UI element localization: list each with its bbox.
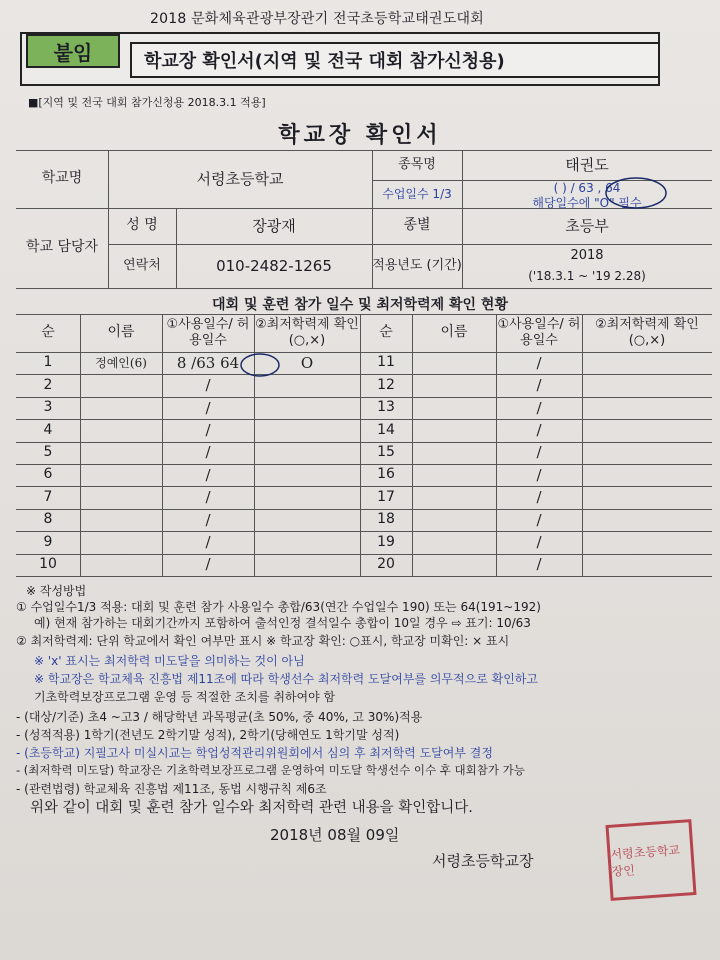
hand-circle-mark (237, 352, 283, 380)
table-cell-no: 15 (377, 444, 395, 461)
table-cell-academic (254, 442, 360, 464)
table-cell-no: 13 (377, 399, 395, 416)
table-cell-no: 19 (377, 533, 395, 550)
year-label: 적용년도 (기간) (372, 257, 462, 273)
table-cell-days: / (536, 421, 542, 439)
table-title: 대회 및 훈련 참가 일수 및 최저학력제 확인 현황 (212, 297, 508, 313)
table-cell-academic: O (300, 353, 314, 372)
table-cell-days: / (536, 465, 542, 484)
table-cell-name (412, 352, 496, 374)
table-cell-name (80, 374, 162, 396)
table-cell-academic (582, 464, 712, 486)
table-cell-name (412, 397, 496, 419)
note-1-example: 예) 현재 참가하는 대회기간까지 포함하여 출석인정 결석일수 총합이 10일 경우 ⇨ 표기: 10/63 (34, 616, 531, 630)
table-cell-days: / (536, 488, 542, 507)
table-cell-name (80, 554, 162, 576)
table-cell-name (80, 486, 162, 508)
table-cell-no: 4 (43, 421, 53, 438)
table-cell-academic (254, 486, 360, 508)
table-cell-days: / (536, 443, 542, 462)
table-cell-days: / (205, 533, 211, 551)
table-cell-academic (582, 442, 712, 464)
table-cell-academic (582, 419, 712, 441)
school-name-label: 학교명 (41, 170, 83, 187)
table-cell-no: 1 (43, 354, 53, 371)
table-cell-name (80, 442, 162, 464)
table-cell-days: / (205, 465, 211, 484)
table-cell-academic (582, 554, 712, 576)
note-2b: ※ 학교장은 학교체육 진흥법 제11조에 따라 학생선수 최저학력 도달여부를 의무적으로 확인하고 (34, 672, 538, 686)
table-cell-no: 7 (43, 488, 53, 505)
table-cell-days: / (205, 488, 211, 507)
header-name-right: 이름 (440, 324, 468, 341)
confirmation-text: 위와 같이 대회 및 훈련 참가 일수와 최저학력 관련 내용을 확인합니다. (30, 800, 473, 816)
table-cell-no: 12 (377, 376, 395, 393)
table-cell-name (80, 397, 162, 419)
table-cell-no: 6 (43, 466, 53, 483)
detail-2: - (성적적용) 1학기(전년도 2학기말 성적), 2학기(당해연도 1학기말 성적) (16, 728, 400, 742)
year-period: ('18.3.1 ~ '19 2.28) (528, 268, 646, 283)
table-cell-name (80, 419, 162, 441)
table-cell-academic (254, 419, 360, 441)
table-cell-academic (582, 509, 712, 531)
table-cell-days: / (536, 376, 542, 395)
table-cell-academic (254, 531, 360, 553)
note-2: ② 최저학력제: 단위 학교에서 확인 여부만 표시 ※ 학교장 확인: ○표시, 학교장 미확인: × 표시 (16, 634, 510, 648)
table-cell-days: / (205, 398, 211, 417)
table-cell-name (80, 509, 162, 531)
table-cell-no: 20 (377, 556, 395, 573)
header-title: 학교장 확인서(지역 및 전국 대회 참가신청용) (130, 42, 660, 78)
sport-value: 태권도 (565, 155, 609, 174)
table-cell-days: / (536, 353, 542, 372)
table-cell-no: 14 (377, 421, 395, 438)
category-value: 초등부 (565, 216, 609, 235)
class-days-label: 수업일수 1/3 (382, 186, 452, 201)
table-cell-no: 18 (377, 511, 395, 528)
table-cell-academic (254, 554, 360, 576)
detail-5: - (관련법령) 학교체육 진흥법 제11조, 동법 시행규칙 제6조 (16, 782, 327, 796)
table-cell-academic (582, 352, 712, 374)
table-cell-days: / (205, 443, 211, 462)
table-cell-name (412, 531, 496, 553)
table-cell-name (412, 464, 496, 486)
note-2c: 기초학력보장프로그램 운영 등 적절한 조치를 취하여야 함 (34, 690, 336, 704)
header-days-right: ①사용일수/ 허용일수 (497, 316, 581, 348)
header-days-left: ①사용일수/ 허용일수 (166, 316, 250, 348)
note-1: ① 수업일수1/3 적용: 대회 및 훈련 참가 사용일수 총합/63(연간 수업일수 190) 또는 64(191~192) (16, 600, 541, 614)
table-cell-name: 정예인(6) (95, 355, 147, 370)
table-cell-academic (254, 397, 360, 419)
table-cell-academic (582, 486, 712, 508)
table-cell-no: 16 (377, 466, 395, 483)
table-cell-days: / (536, 555, 542, 574)
table-cell-no: 11 (377, 354, 395, 371)
document-title: 학교장 확인서 (278, 123, 442, 148)
table-cell-academic (582, 374, 712, 396)
table-cell-no: 5 (43, 444, 53, 461)
category-label: 종별 (403, 217, 431, 234)
table-cell-days: / (205, 376, 211, 395)
school-name-value: 서령초등학교 (196, 169, 284, 188)
header-name-left: 이름 (107, 324, 135, 341)
info-table (16, 150, 712, 290)
table-cell-days: / (536, 510, 542, 529)
table-cell-name (412, 554, 496, 576)
table-cell-name (80, 464, 162, 486)
year-value: 2018 (570, 247, 604, 263)
table-cell-name (412, 509, 496, 531)
table-cell-no: 9 (43, 533, 53, 550)
table-cell-no: 2 (43, 376, 53, 393)
table-cell-academic (582, 397, 712, 419)
name-label: 성 명 (126, 217, 158, 234)
table-cell-days: / (205, 555, 211, 574)
table-cell-no: 3 (43, 399, 53, 416)
class-days-value: ( ) / 63 , 64 (553, 180, 621, 195)
table-cell-no: 10 (39, 556, 57, 573)
table-cell-name (412, 486, 496, 508)
header-no-left: 순 (41, 324, 55, 341)
header-academic-right: ②최저학력제 확인(○,×) (595, 316, 699, 348)
event-title: 2018 문화체육관광부장관기 전국초등학교태권도대회 (150, 11, 484, 27)
table-cell-days: / (536, 533, 542, 551)
table-cell-academic (582, 531, 712, 553)
contact-label: 연락처 (123, 257, 161, 273)
detail-4: - (최저학력 미도달) 학교장은 기초학력보장프로그램 운영하여 미도달 학생선수 이수 후 대회참가 가능 (16, 763, 525, 777)
signer-name: 서령초등학교장 (432, 852, 534, 870)
name-value: 장광재 (252, 216, 296, 235)
table-cell-days: 8 /63 64 (176, 353, 240, 372)
note-2a: ※ 'x' 표시는 최저학력 미도달을 의미하는 것이 아님 (34, 654, 305, 668)
table-cell-academic (254, 509, 360, 531)
class-days-note: 해당일수에 "O" 필수 (532, 195, 642, 210)
staff-label: 학교 담당자 (25, 239, 99, 256)
table-cell-days: / (205, 421, 211, 439)
table-cell-days: / (536, 398, 542, 417)
table-cell-name (412, 419, 496, 441)
detail-1: - (대상/기준) 초4 ~고3 / 해당학년 과목평균(초 50%, 중 40%, 고 30%)적용 (16, 710, 423, 724)
table-cell-name (412, 374, 496, 396)
detail-3: - (초등학교) 지필고사 미실시교는 학업성적관리위원회에서 심의 후 최저학력 도달여부 결정 (16, 746, 493, 760)
attachment-badge: 붙임 (26, 34, 120, 68)
table-cell-days: / (205, 510, 211, 529)
contact-value: 010-2482-1265 (216, 256, 332, 275)
table-cell-academic (254, 464, 360, 486)
notes-heading: ※ 작성방법 (26, 584, 87, 598)
table-cell-no: 17 (377, 488, 395, 505)
table-cell-name (412, 442, 496, 464)
header-no-right: 순 (379, 324, 393, 341)
header-academic-left: ②최저학력제 확인(○,×) (255, 316, 359, 348)
table-cell-name (80, 531, 162, 553)
sport-label: 종목명 (398, 156, 436, 172)
school-seal-stamp: 서령초등학교장인 (605, 819, 696, 901)
applicability-note: ■[지역 및 전국 대회 참가신청용 2018.3.1 적용] (28, 96, 266, 109)
document-date: 2018년 08월 09일 (270, 826, 400, 844)
table-cell-no: 8 (43, 511, 53, 528)
